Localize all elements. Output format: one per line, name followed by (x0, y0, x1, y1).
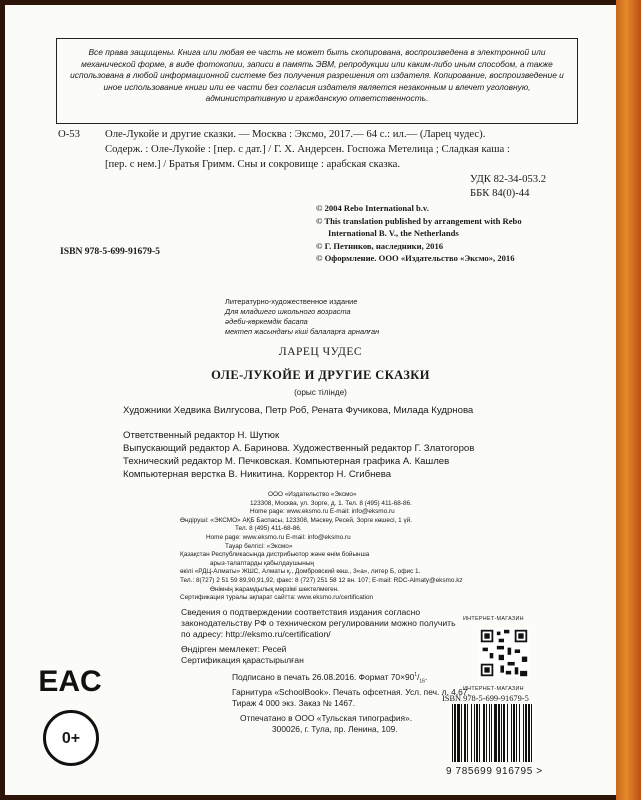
print-line: Подписано в печать 26.08.2016. Формат $70\times 90^1/_{16}$. (232, 671, 428, 685)
genre-line-4: мектеп жасындағы кіші балаларға арналған (225, 327, 380, 336)
barcode-icon (444, 700, 574, 768)
print-line: Отпечатано в ООО «Тульская типография». (240, 712, 413, 723)
genre-line-1: Литературно-художественное издание (225, 297, 358, 306)
print-line: Тираж 4 000 экз. Заказ № 1467. (232, 698, 356, 709)
print-info-block (232, 670, 472, 734)
udk-code: УДК 82-34-053.2 (470, 173, 547, 185)
qr-label-bottom: ИНТЕРНЕТ-МАГАЗИН (463, 686, 524, 692)
copyright-line: © Г. Петников, наследники, 2016 (316, 240, 444, 251)
artists-credit: Художники Хедвика Вилгусова, Петр Роб, Рената Фучикова, Милада Кудрнова (123, 405, 474, 416)
publisher-line: Тауар белгісі: «Эксмо» (225, 542, 293, 550)
book-title: ОЛЕ-ЛУКОЙЕ И ДРУГИЕ СКАЗКИ (211, 368, 430, 382)
qr-label-top: ИНТЕРНЕТ-МАГАЗИН (463, 616, 524, 622)
qr-code-icon (476, 628, 532, 678)
copyright-block (316, 202, 606, 265)
genre-line-2: Для младшего школьного возраста (225, 307, 351, 316)
copyright-line: © 2004 Rebo International b.v. (316, 203, 429, 213)
isbn-bottom: ISBN 978-5-699-91679-5 (442, 694, 529, 703)
legal-notice-text: Все права защищены. Книга или любая ее часть не может быть скопирована, воспроизведена в электронной или механической форме, в виде фотокопии, записи в память ЭВМ, репродукции или каким-либо иным способом, а также использована в любой информационной системе без получения разрешения от издателя. Копирование, воспроизведение и иное использование книги или ее части без согласия издателя является незаконным и влечет уголовную, административную и гражданскую ответственность. (70, 47, 564, 104)
release-editor-credit: Выпускающий редактор А. Баринова. Художественный редактор Г. Златогоров (123, 443, 475, 454)
publisher-line: Өндіруші: «ЭКСМО» АҚБ Баспасы, 123308, Мәскеу, Ресей, Зорге көшесі, 1 үй. (180, 516, 413, 524)
publisher-line: Home page: www.eksmo.ru E-mail: info@eksmo.ru (250, 508, 395, 516)
format-denominator: 16 (419, 678, 425, 685)
cert-line: по адресу: http://eksmo.ru/certification/ (181, 629, 331, 640)
publisher-line: өкілі «РДЦ-Алматы» ЖШС, Алматы қ., Домбровский көш., 3«а», литер Б, офис 1. (180, 568, 421, 576)
editor-credit: Ответственный редактор Н. Шутюк (123, 430, 280, 441)
cert-line: законодательству РФ о техническом регулировании можно получить (181, 618, 456, 629)
publisher-line: Home page: www.eksmo.ru E-mail: info@eksmo.ru (206, 533, 351, 541)
cert-line: Сертификация қарастырылған (181, 654, 304, 665)
publisher-line: Өнімнің жарамдылық мерзімі шектелмеген. (210, 585, 339, 593)
catalog-line-3: [пер. с нем.] / Братья Гримм. Сны и сокровище : арабская сказка. (105, 158, 401, 170)
print-line: 300026, г. Тула, пр. Ленина, 109. (272, 723, 398, 734)
format-numerator: 1 (414, 672, 418, 678)
copyright-line: International B. V., the Netherlands (328, 228, 459, 238)
print-format: Подписано в печать 26.08.2016. Формат 70×90 (232, 671, 415, 682)
publisher-line: арыз-талаптарды қабылдаушының (210, 559, 314, 567)
eac-label: EAC (38, 665, 102, 698)
publisher-line: Тел. 8 (495) 411-68-86. (235, 525, 302, 533)
legal-notice-box (56, 38, 578, 124)
genre-line-3: әдеби-көркемдік басапа (225, 317, 308, 326)
eac-mark-icon (38, 651, 102, 701)
catalog-line-1: Оле-Лукойе и другие сказки. — Москва : Эксмо, 2017.— 64 с.: ил.— (Ларец чудес). (105, 128, 486, 140)
publisher-line: 123308, Москва, ул. Зорге, д. 1. Тел. 8 (495) 411-68-86. (250, 499, 412, 507)
book-edge (616, 0, 641, 800)
publisher-block (180, 491, 610, 603)
publisher-line: Тел.: 8(727) 2 51 59 89,90,91,92, факс: 8 (727) 251 58 12 вн. 107; E-mail: RDC-Almaty@eksmo.kz (180, 576, 463, 584)
copyright-line: © This translation published by arrangement with Rebo (316, 215, 522, 226)
cert-line: Өндірген мемлекет: Ресей (181, 643, 287, 654)
series-title: ЛАРЕЦ ЧУДЕС (278, 346, 363, 358)
language-note: (орыс тілінде) (294, 388, 347, 397)
publisher-line: ООО «Издательство «Эксмо» (268, 491, 357, 498)
layout-credit: Компьютерная верстка В. Никитина. Корректор Н. Сгибнева (123, 469, 392, 480)
cert-line: Сведения о подтверждении соответствия издания согласно (181, 607, 421, 617)
catalog-line-2: Содерж. : Оле-Лукойе : [пер. с дат.] / Г. Х. Андерсен. Госпожа Метелица ; Сладкая каша : (105, 143, 510, 155)
catalog-code: О-53 (58, 128, 80, 140)
print-line: Гарнитура «SchoolBook». Печать офсетная. Усл. печ. л. 4,67. (232, 687, 470, 698)
isbn-top: ISBN 978-5-699-91679-5 (60, 246, 160, 257)
bbk-code: ББК 84(0)-44 (470, 187, 530, 199)
technical-editor-credit: Технический редактор М. Печковская. Компьютерная графика А. Кашлев (123, 456, 450, 467)
publisher-line: Қазақстан Республикасында дистрибьютор және өнім бойынша (180, 551, 370, 559)
age-rating-badge (43, 710, 99, 766)
copyright-line: © Оформление. ООО «Издательство «Эксмо», 2016 (316, 253, 515, 263)
barcode-digits: 9 785699 916795 > (446, 766, 543, 777)
certification-block (181, 607, 471, 666)
age-rating-text: 0+ (61, 730, 81, 747)
publisher-line: Сертификация туралы ақпарат сайтта: www.eksmo.ru/certification (180, 594, 374, 602)
